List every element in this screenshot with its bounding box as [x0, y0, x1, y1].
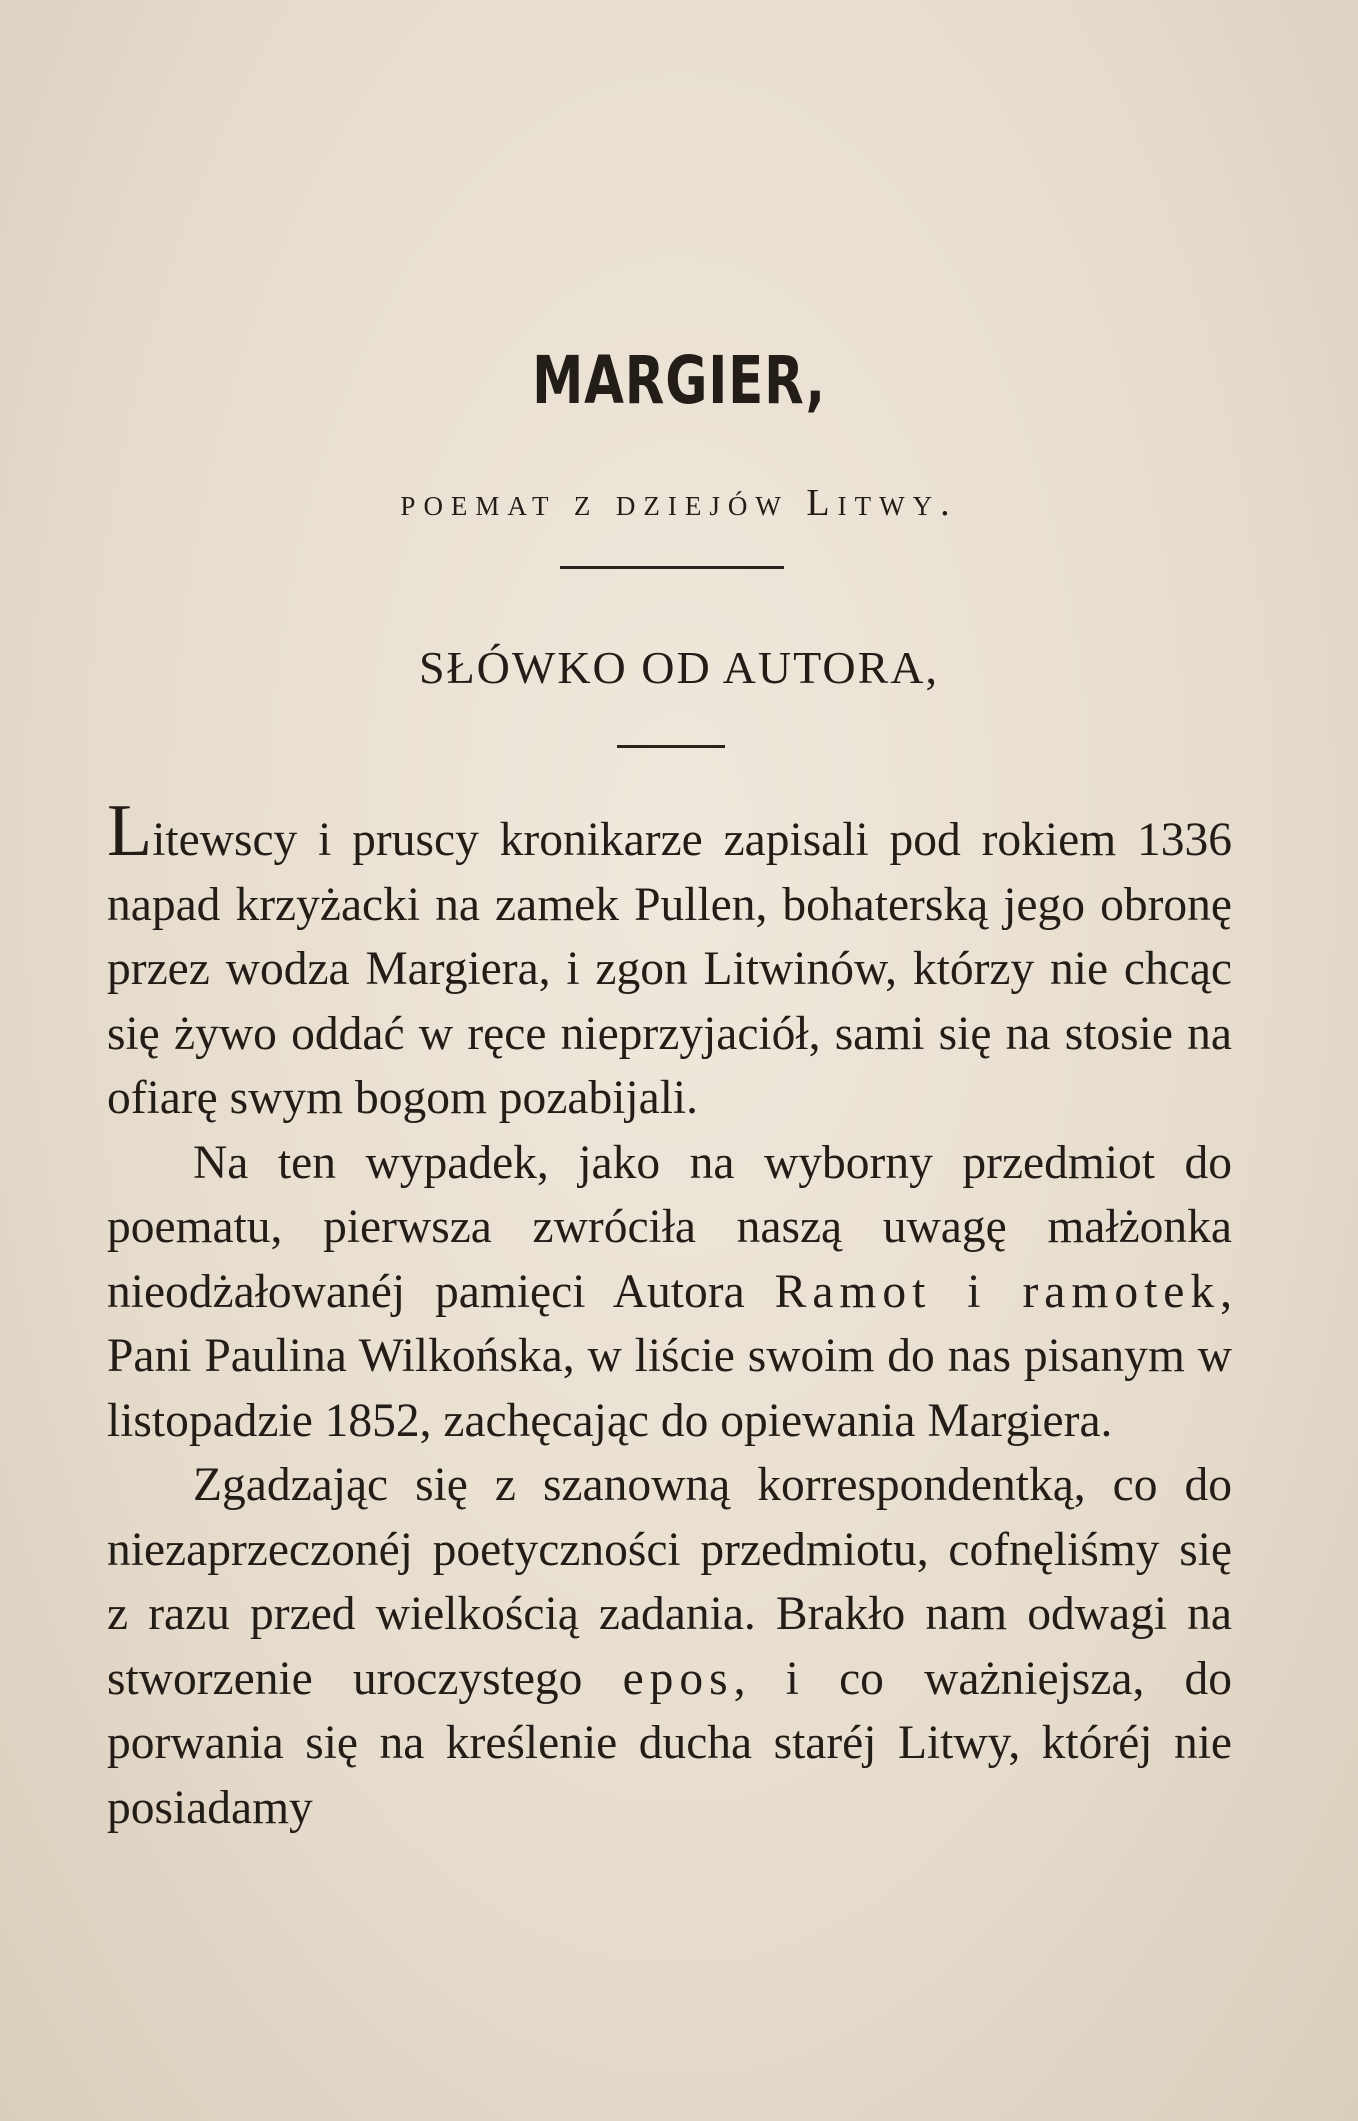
- paragraph-3: [107, 1453, 1232, 1840]
- divider-rule: [560, 566, 784, 569]
- page-title: MARGIER,: [532, 342, 826, 419]
- paragraph-text: itewscy i pruscy kronikarze zapisali pod rokiem 1336 napad krzyżacki na zamek Pullen, bohaterską jego obronę przez wodza Margiera, i zgon Litwinów, którzy nie chcąc się żywo oddać w ręce nieprzyjaciół, sami się na stosie na ofiarę swym bogom pozabijali.: [107, 814, 1232, 1124]
- divider-rule-short: [617, 745, 725, 748]
- paragraph-2: [107, 1131, 1232, 1454]
- paragraph-text: , Pani Paulina Wilkońska, w liście swoim do nas pisanym w listopadzie 1852, zachęcając do opiewania Margiera.: [107, 1265, 1232, 1447]
- paragraph-1: [107, 790, 1232, 1131]
- spaced-title: Ramot i ramotek: [774, 1265, 1221, 1318]
- paragraph-text: Na ten wypadek, jako na wyborny przedmiot do poematu, pierwsza zwróciła naszą uwagę małżonka nieodżałowanéj pamięci Autora: [107, 1136, 1232, 1318]
- spaced-word: epos: [622, 1652, 734, 1705]
- body-text: [107, 790, 1232, 1840]
- drop-cap: L: [107, 790, 153, 872]
- paragraph-text: , i co ważniejsza, do porwania się na kreślenie ducha staréj Litwy, któréj nie posiadamy: [107, 1652, 1232, 1834]
- section-heading: SŁÓWKO OD AUTORA,: [419, 642, 939, 693]
- paragraph-text: Zgadzając się z szanowną korrespondentką, co do niezaprzeczonéj poetyczności przedmiotu, cofnęliśmy się z razu przed wielkością zadania. Brakło nam odwagi na stworzenie uroczystego: [107, 1459, 1232, 1705]
- subtitle: poemat z dziejów Litwy.: [400, 482, 958, 524]
